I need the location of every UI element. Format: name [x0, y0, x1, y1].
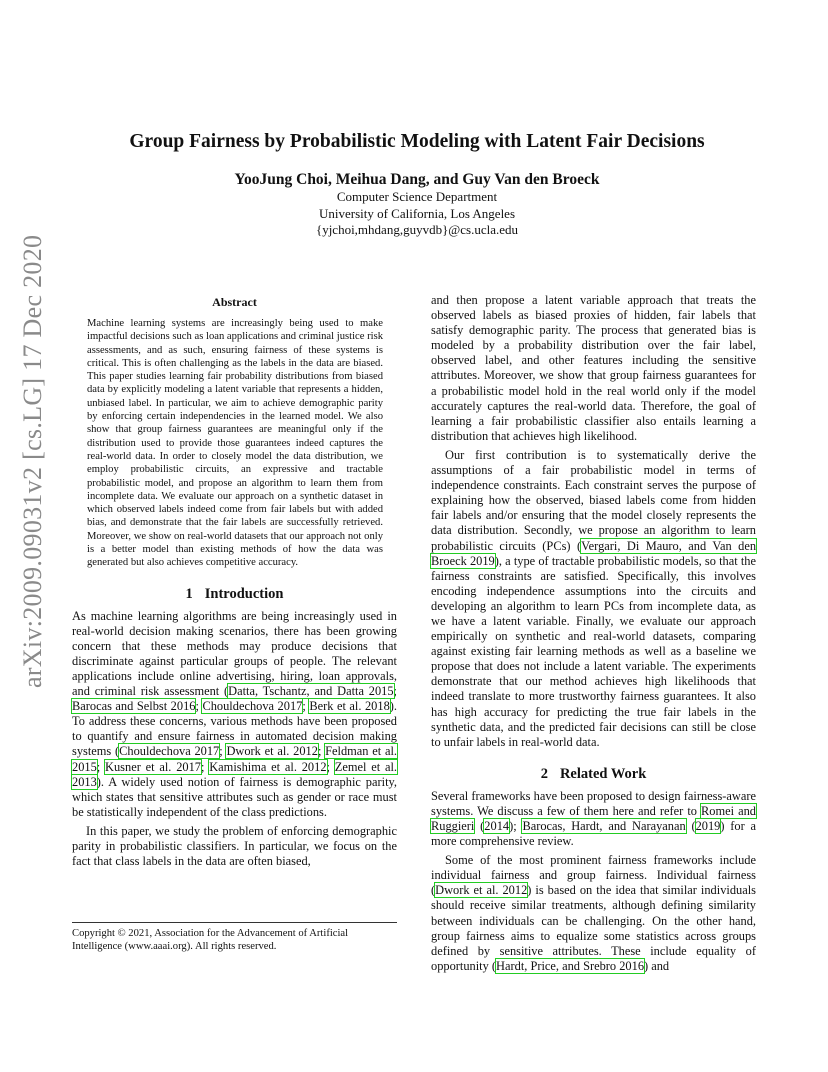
section-title: Introduction — [204, 585, 284, 602]
university: University of California, Los Angeles — [318, 205, 516, 221]
author-list: YooJung Choi, Meihua Dang, and Guy Van den Broeck — [234, 171, 600, 188]
citation-link[interactable]: 2019 — [695, 819, 721, 833]
citation-link[interactable]: Vergari, Di Mauro, and Van den Broeck 2019 — [431, 538, 757, 568]
author-email: {yjchoi,mhdang,guyvdb}@cs.ucla.edu — [315, 222, 519, 237]
citation-link[interactable]: Barocas and Selbst 2016 — [72, 699, 196, 714]
copyright-footnote: Copyright © 2021, Association for the Advancement of Artificial Intelligence (www.aaai.org). All rights reserved. — [72, 922, 397, 953]
text-run: As machine learning algorithms are being increasingly used in real-world decision making scenarios, there has been growing concern that these methods may produce decisions that discriminate against particular groups of people. The relevant applications include online advertising, hiring, loan approvals, and criminal risk assessment ( — [72, 608, 397, 699]
intro-paragraph-3 — [431, 448, 756, 750]
citation-link[interactable]: Kamishima et al. 2012 — [209, 759, 327, 774]
text-run: Our first contribution is to systematically derive the assumptions of a fair probabilistic model in terms of independence constraints. Each constraint serves the purpose of explaining how the observed, biased labels come from hidden fair labels and/or ensuring that the model closely represents the data distribution. Secondly, we propose an algorithm to learn probabilistic circuits (PCs) ( — [431, 447, 756, 553]
affiliation-block — [70, 189, 764, 239]
text-run: ( — [685, 819, 696, 833]
citation-link[interactable]: Zemel et al. 2013 — [72, 759, 398, 789]
text-run: ; — [393, 684, 397, 699]
citation-link[interactable]: Chouldechova 2017 — [119, 744, 220, 759]
text-run: ; — [302, 699, 310, 714]
arxiv-side-identifier: arXiv:2009.09031v2 [cs.LG] 17 Dec 2020 — [18, 234, 47, 688]
text-run: ; — [326, 759, 335, 774]
text-run: ; — [317, 744, 326, 759]
citation-link[interactable]: 2014 — [484, 819, 510, 833]
section-number: 2 — [540, 765, 548, 782]
citation-link[interactable]: Hardt, Price, and Srebro 2016 — [496, 958, 645, 973]
text-run: ) and — [644, 958, 670, 973]
text-run: ) for a more comprehensive review. — [431, 819, 756, 849]
section-heading-related-work — [431, 765, 756, 783]
section-title: Related Work — [559, 765, 647, 782]
right-column — [431, 293, 756, 974]
citation-link[interactable]: Chouldechova 2017 — [202, 699, 303, 714]
citation-link[interactable]: Dwork et al. 2012 — [226, 744, 318, 759]
left-column — [72, 294, 397, 869]
text-run: ; — [96, 759, 106, 774]
related-paragraph-1 — [431, 789, 756, 849]
abstract-text: Machine learning systems are increasingly being used to make impactful decisions such as loan applications and criminal justice risk assessments, and as such, ensuring fairness of these systems is critical. This is often challenging as the labels in the data are biased. This paper studies learning fair probability distributions from biased data by explicitly modeling a latent variable that represents a hidden, unbiased label. In particular, we aim to achieve demographic parity by enforcing certain independencies in the learned model. We also show that group fairness guarantees are meaningful only if the distribution used to provide those guarantees indeed captures the real-world data. In order to closely model the data distribution, we employ probabilistic circuits, an expressive and tractable probabilistic model, and propose an algorithm to learn them from incomplete data. We evaluate our approach on a synthetic dataset in which observed labels indeed come from fair labels but with added bias, and demonstrate that the fair labels are successfully retrieved. Moreover, we show on real-world datasets that our approach not only is a better model than existing methods of how the data was generated but also achieves competitive accuracy. — [87, 318, 383, 569]
text-run: ), a type of tractable probabilistic models, so that the fairness constraints are satisfied. Specifically, this involves encoding independence assumptions into the circuits and developing an algorithm to learn PCs from incomplete data, as we have a latent variable. Finally, we evaluate our approach empirically on synthetic and real-world datasets, comparing against existing fair learning methods as well as a baseline we propose that does not include a latent variable. The experiments demonstrate that our method achieves high likelihoods that indeed translate to more trustworthy fairness guarantees. It also has high accuracy for predicting the true fair labels in the synthetic data, and the predicted fair decisions can still be close to unfair labels in real-world data. — [431, 553, 756, 749]
text-run: ; — [200, 759, 210, 774]
citation-link[interactable]: Barocas, Hardt, and Narayanan — [522, 819, 686, 833]
text-run: ( — [474, 819, 485, 833]
citation-link[interactable]: Datta, Tschantz, and Datta 2015 — [228, 684, 394, 699]
text-run: Some of the most prominent fairness frameworks include individual fairness and group fairness. Individual fairness ( — [431, 853, 756, 898]
text-run: ). A widely used notion of fairness is demographic parity, which states that sensitive attributes such as gender or race must be statistically independent of the class predictions. — [72, 774, 397, 819]
intro-paragraph-2-continued: and then propose a latent variable approach that treats the observed labels as biased proxies of hidden, fair labels that satisfy demographic parity. The process that generated bias is modeled by a probability distribution over the fair label, observed label, and other features including the sensitive attributes. Moreover, we show that group fairness guarantees for a probabilistic model hold in the real world only if the model accurately captures the real-world data. Therefore, the goal of learning a fair probabilistic classifier also entails learning a distribution that achieves high likelihood. — [431, 293, 756, 443]
text-run: ). To address these concerns, various methods have been proposed to quantify and ensure fairness in automated decision making systems ( — [72, 699, 398, 759]
text-run: ) is based on the idea that similar individuals should receive similar treatments, although defining similarity between individuals can be challenging. On the other hand, group fairness aims to equalize some statistics across groups defined by sensitive attributes. These include equality of opportunity ( — [431, 883, 756, 973]
citation-link[interactable]: Berk et al. 2018 — [309, 699, 390, 714]
intro-paragraph-1 — [72, 609, 397, 820]
paper-title: Group Fairness by Probabilistic Modeling with Latent Fair Decisions — [129, 131, 705, 152]
text-run: ; — [195, 699, 203, 714]
section-number: 1 — [185, 585, 193, 602]
citation-link[interactable]: Kusner et al. 2017 — [105, 759, 201, 774]
text-run: ); — [509, 819, 523, 833]
section-heading-introduction — [72, 585, 397, 603]
related-paragraph-2 — [431, 853, 756, 974]
text-run: ; — [219, 744, 227, 759]
text-run: Several frameworks have been proposed to design fairness-aware systems. We discuss a few of them here and refer to — [431, 788, 756, 818]
citation-link[interactable]: Romei and Ruggieri — [431, 803, 756, 833]
intro-paragraph-2: In this paper, we study the problem of enforcing demographic parity in probabilistic classifiers. In particular, we focus on the fact that class labels in the data are often biased, — [72, 823, 397, 869]
citation-link[interactable]: Dwork et al. 2012 — [435, 883, 528, 898]
department: Computer Science Department — [336, 189, 498, 204]
abstract-heading: Abstract — [212, 295, 257, 309]
citation-link[interactable]: Feldman et al. 2015 — [72, 744, 398, 774]
